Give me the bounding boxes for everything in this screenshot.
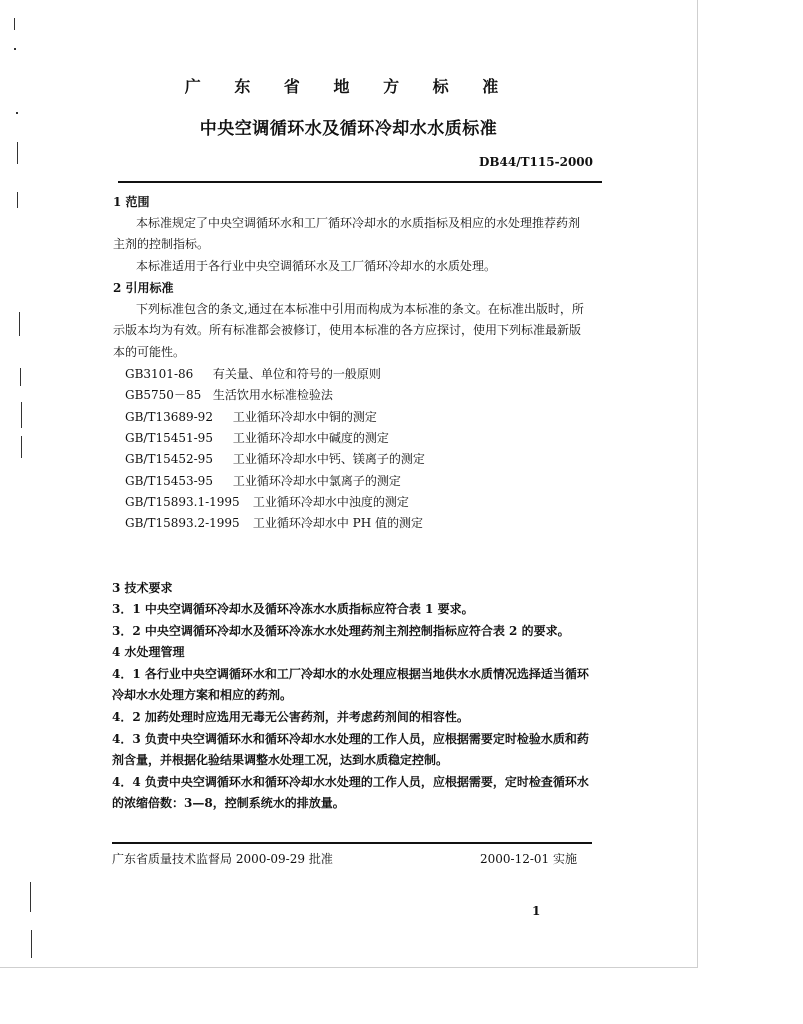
section-1-heading: 1 范围: [113, 195, 150, 209]
scan-mark: [20, 368, 21, 386]
scan-mark: [17, 142, 18, 164]
approval-info: 广东省质量技术监督局 2000-09-29 批准: [112, 852, 333, 866]
scan-mark: [14, 48, 16, 50]
page-number: 1: [532, 904, 541, 918]
reference-code: GB/T15451-95: [125, 431, 213, 445]
scan-mark: [21, 402, 22, 428]
reference-code: GB5750－85: [125, 388, 202, 402]
clause-4-3-line-1: 4．3 负责中央空调循环水和循环冷却水水处理的工作人员，应根据需要定时检验水质和药: [112, 732, 589, 746]
footer-rule: [112, 842, 592, 844]
section-2-heading: 2 引用标准: [113, 281, 174, 295]
reference-code: GB/T15452-95: [125, 452, 213, 466]
reference-title: 生活饮用水标准检验法: [212, 388, 333, 402]
reference-code: GB/T15893.1-1995: [125, 495, 240, 509]
section-1-paragraph-1-line-1: 本标准规定了中央空调循环水和工厂循环冷却水的水质指标及相应的水处理推荐药剂: [136, 216, 581, 230]
clause-4-2: 4．2 加药处理时应选用无毒无公害药剂，并考虑药剂间的相容性。: [112, 710, 469, 724]
clause-4-4-line-2: 的浓缩倍数：3—8，控制系统水的排放量。: [112, 796, 345, 810]
header-rule: [118, 181, 602, 183]
reference-item: [125, 385, 333, 406]
reference-item: [125, 471, 401, 492]
effective-date: 2000-12-01 实施: [480, 852, 578, 866]
standard-type-heading: 广 东 省 地 方 标 准: [184, 77, 513, 96]
reference-code: GB/T15453-95: [125, 474, 213, 488]
clause-4-4-line-1: 4．4 负责中央空调循环水和循环冷却水水处理的工作人员，应根据需要，定时检查循环水: [112, 775, 589, 789]
scan-mark: [17, 192, 18, 208]
clause-4-1-line-1: 4．1 各行业中央空调循环水和工厂冷却水的水处理应根据当地供水水质情况选择适当循环: [112, 667, 589, 681]
reference-code: GB/T15893.2-1995: [125, 516, 240, 530]
reference-title: 有关量、单位和符号的一般原则: [212, 367, 381, 381]
section-2-paragraph-line-2: 示版本均为有效。所有标准都会被修订，使用本标准的各方应探讨，使用下列标准最新版: [113, 323, 582, 337]
scan-mark: [31, 930, 32, 958]
section-1-paragraph-2: 本标准适用于各行业中央空调循环水及工厂循环冷却水的水质处理。: [136, 259, 497, 273]
reference-item: [125, 364, 381, 385]
clause-4-1-line-2: 冷却水水处理方案和相应的药剂。: [112, 688, 293, 702]
reference-title: 工业循环冷却水中钙、镁离子的测定: [232, 452, 425, 466]
reference-item: [125, 513, 423, 534]
section-1-paragraph-1-line-2: 主剂的控制指标。: [113, 237, 210, 251]
scan-mark: [21, 436, 22, 458]
scan-mark: [30, 882, 31, 912]
clause-3-2: 3．2 中央空调循环冷却水及循环冷冻水水处理药剂主剂控制指标应符合表 2 的要求。: [112, 624, 570, 638]
page-background: [0, 968, 803, 1024]
reference-title: 工业循环冷却水中浊度的测定: [252, 495, 409, 509]
scan-mark: [14, 18, 15, 30]
reference-item: [125, 492, 409, 513]
standard-code: DB44/T115-2000: [479, 155, 593, 169]
clause-4-3-line-2: 剂含量，并根据化验结果调整水处理工况，达到水质稳定控制。: [112, 753, 449, 767]
document-title: 中央空调循环水及循环冷却水水质标准: [199, 119, 498, 139]
reference-item: [125, 407, 377, 428]
section-3-heading: 3 技术要求: [112, 581, 173, 595]
clause-3-1: 3．1 中央空调循环冷却水及循环冷冻水水质指标应符合表 1 要求。: [112, 602, 474, 616]
reference-title: 工业循环冷却水中 PH 值的测定: [252, 516, 423, 530]
reference-title: 工业循环冷却水中铜的测定: [232, 410, 377, 424]
reference-code: GB/T13689-92: [125, 410, 213, 424]
section-2-paragraph-line-1: 下列标准包含的条文,通过在本标准中引用而构成为本标准的条文。在标准出版时，所: [136, 302, 584, 316]
reference-item: [125, 449, 425, 470]
section-2-paragraph-line-3: 本的可能性。: [113, 345, 186, 359]
section-4-heading: 4 水处理管理: [112, 645, 185, 659]
scan-mark: [19, 312, 20, 336]
reference-item: [125, 428, 389, 449]
reference-title: 工业循环冷却水中碱度的测定: [232, 431, 389, 445]
reference-title: 工业循环冷却水中氯离子的测定: [232, 474, 401, 488]
reference-code: GB3101-86: [125, 367, 194, 381]
